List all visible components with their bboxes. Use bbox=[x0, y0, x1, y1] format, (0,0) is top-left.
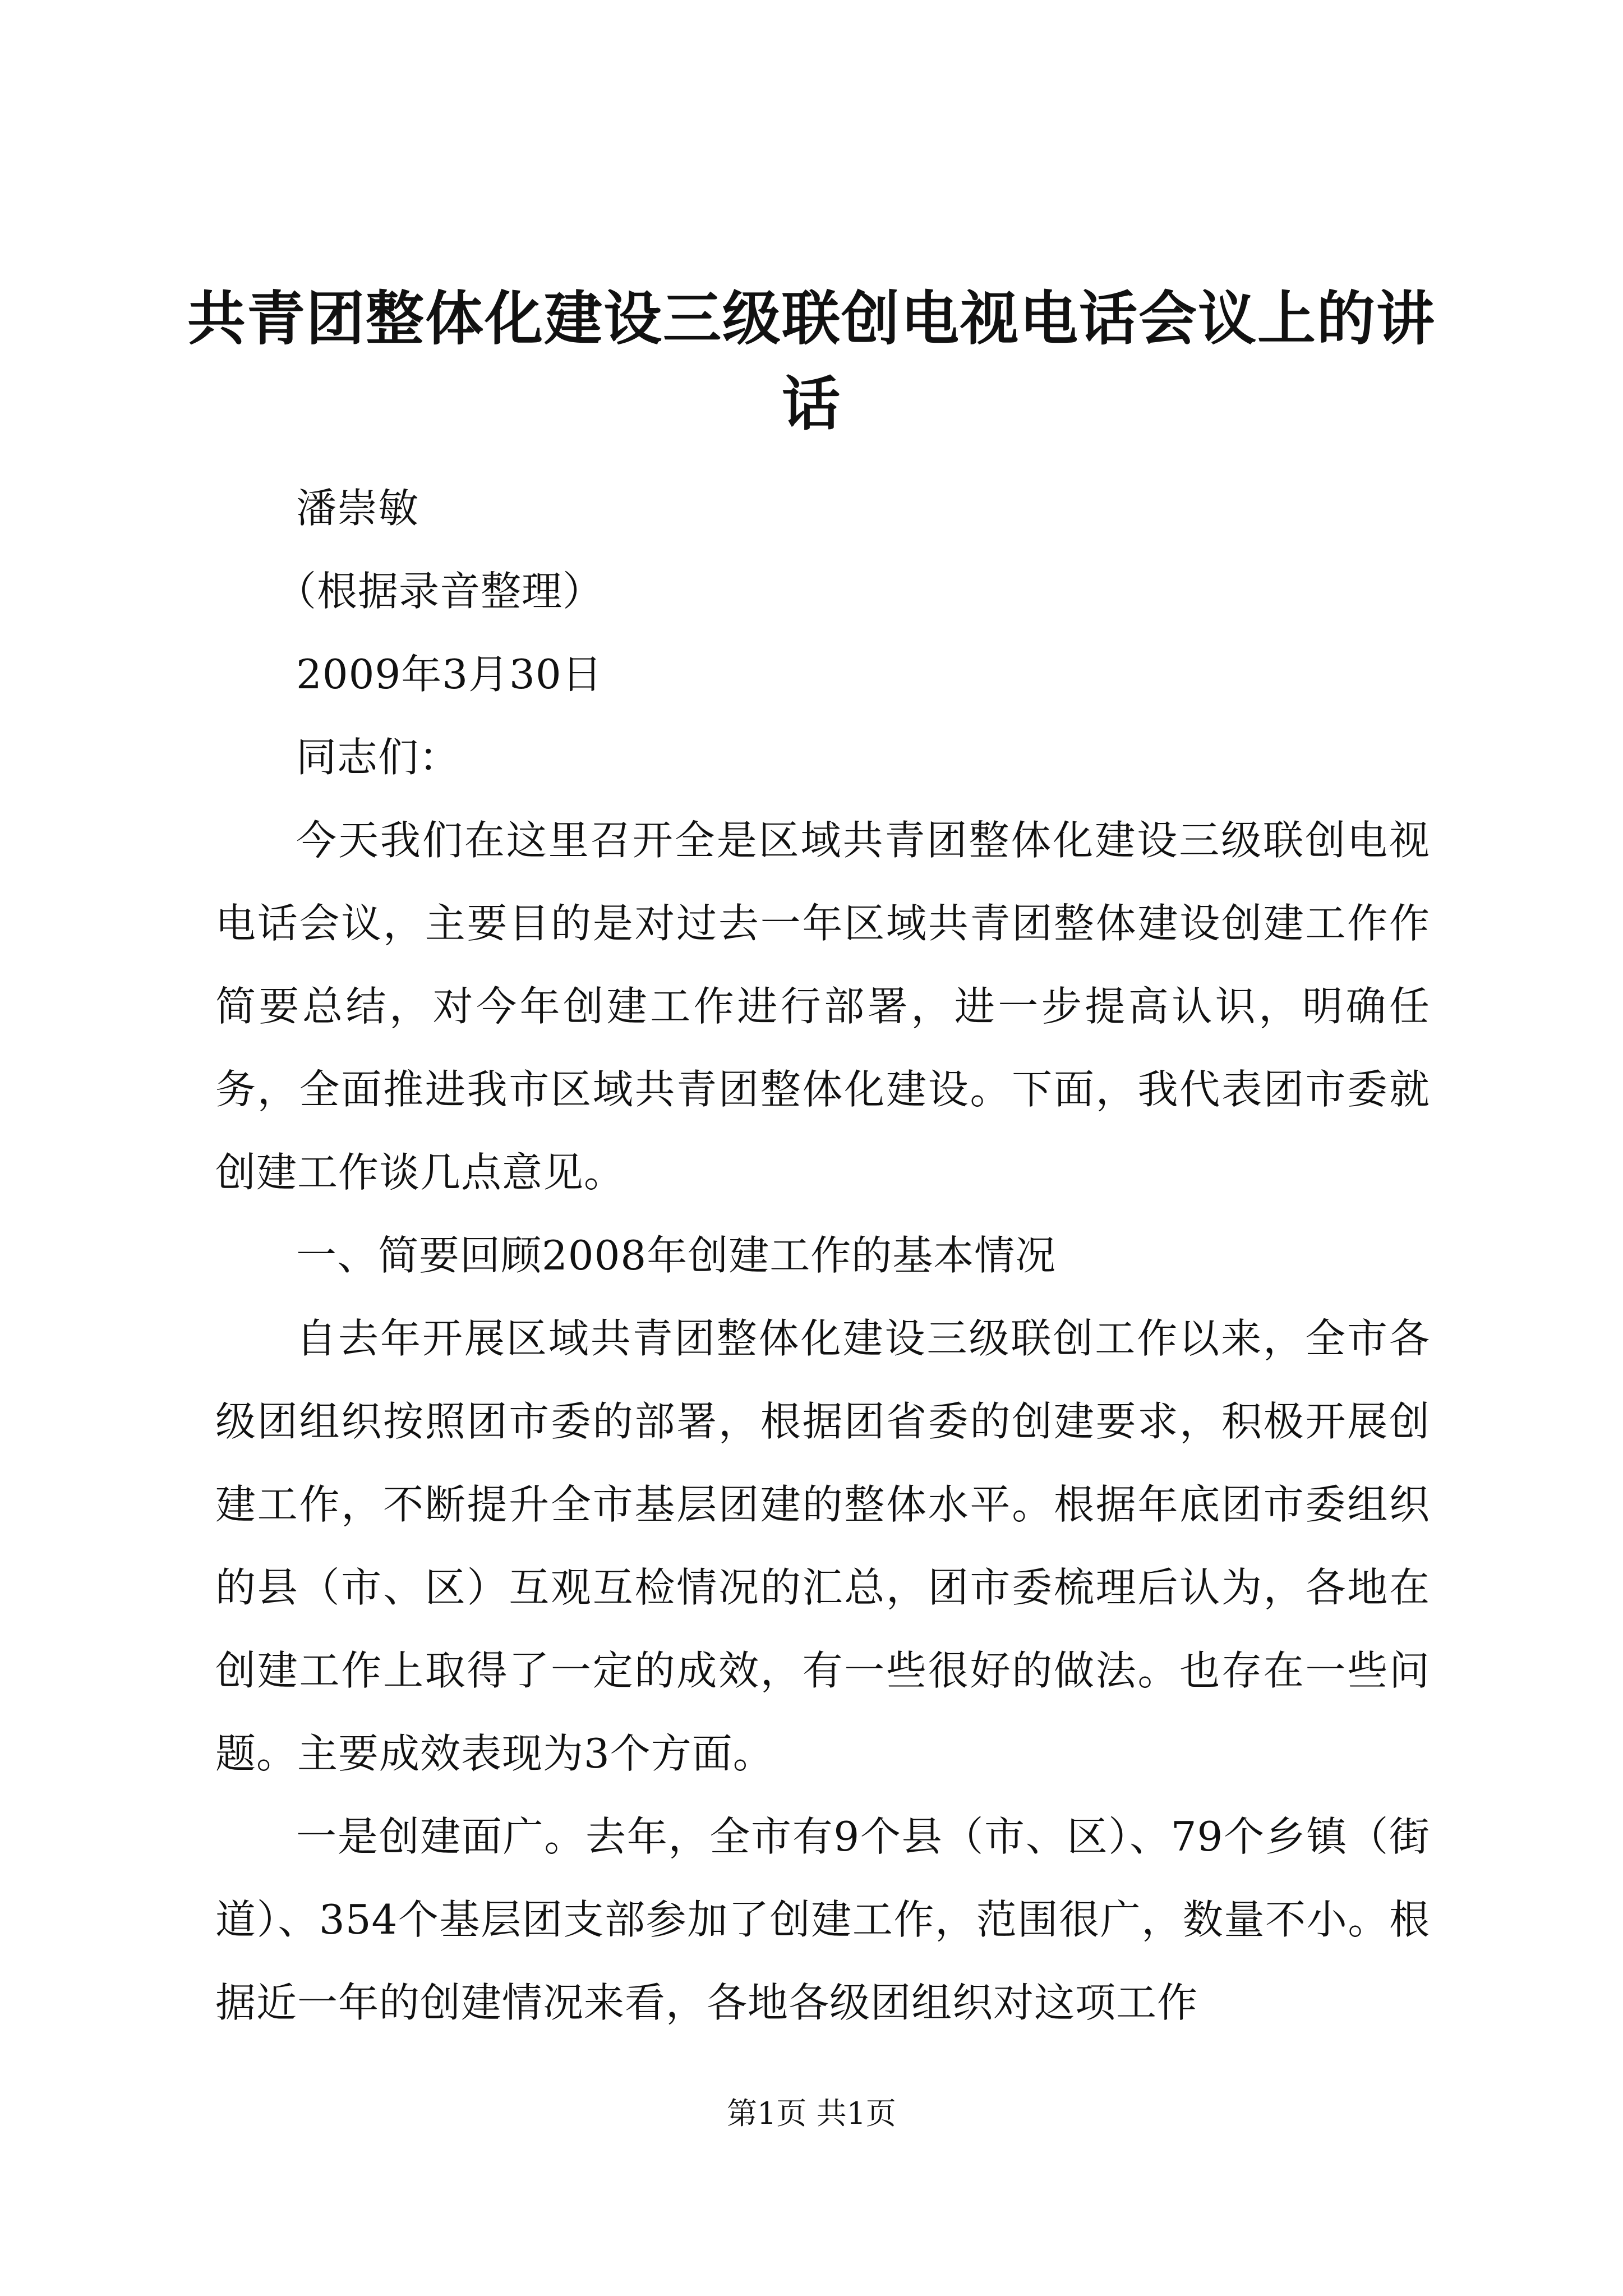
paragraph-intro: 今天我们在这里召开全是区域共青团整体化建设三级联创电视电话会议，主要目的是对过去一年区域共青团整体建设创建工作作简要总结，对今年创建工作进行部署，进一步提高认识，明确任务，全面推进我市区域共青团整体化建设。下面，我代表团市委就创建工作谈几点意见。 bbox=[215, 817, 1430, 1196]
author-line: 潘崇敏 bbox=[296, 485, 419, 532]
document-body bbox=[215, 467, 1430, 2044]
page-footer: 第1页 共1页 bbox=[727, 2096, 896, 2131]
paragraph-review: 自去年开展区域共青团整体化建设三级联创工作以来，全市各级团组织按照团市委的部署，根据团省委的创建要求，积极开展创建工作，不断提升全市基层团建的整体水平。根据年底团市委组织的县（市、区）互观互检情况的汇总，团市委梳理后认为，各地在创建工作上取得了一定的成效，有一些很好的做法。也存在一些问题。主要成效表现为3个方面。 bbox=[215, 1315, 1430, 1777]
paragraph-achievement-1: 一是创建面广。去年，全市有9个县（市、区）、79个乡镇（街道）、354个基层团支部参加了创建工作，范围很广，数量不小。根据近一年的创建情况来看，各地各级团组织对这项工作 bbox=[215, 1813, 1430, 2026]
greeting: 同志们： bbox=[296, 734, 460, 781]
speech-date: 2009年3月30日 bbox=[296, 651, 603, 698]
document-title: 共青团整体化建设三级联创电视电话会议上的讲话 bbox=[187, 284, 1436, 438]
section-heading-1: 一、简要回顾2008年创建工作的基本情况 bbox=[296, 1232, 1057, 1279]
transcription-note: （根据录音整理） bbox=[276, 568, 604, 615]
